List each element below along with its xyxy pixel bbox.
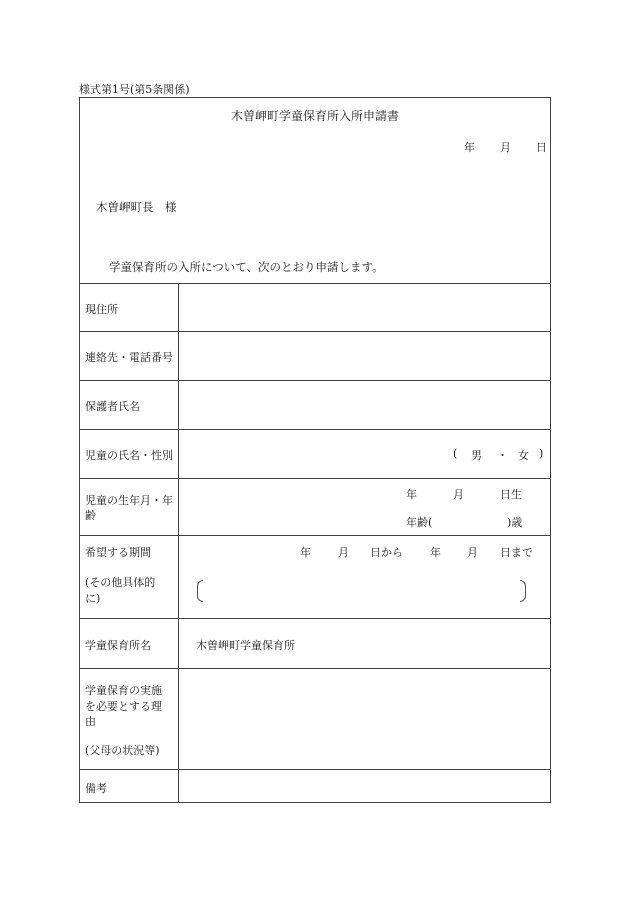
period-from-month[interactable]: 月: [338, 546, 349, 559]
facility-name: 木曽岬町学童保育所: [196, 639, 295, 652]
period-from-day[interactable]: 日から: [370, 546, 403, 559]
birth-label-line2: 齢: [85, 509, 96, 522]
period-to-day[interactable]: 日まで: [500, 546, 533, 559]
address-label: 現住所: [85, 303, 118, 316]
age-label: 年齢(: [406, 516, 433, 529]
row-divider: [79, 668, 551, 669]
remarks-field[interactable]: [180, 771, 548, 801]
period-label: 希望する期間: [85, 546, 151, 559]
facility-label: 学童保育所名: [85, 639, 151, 652]
period-sublabel-line1: (その他具体的: [85, 576, 156, 589]
gender-open-paren: (: [453, 447, 458, 460]
reason-field[interactable]: [180, 670, 548, 767]
guardian-field[interactable]: [180, 382, 548, 427]
date-year[interactable]: 年: [464, 141, 475, 154]
row-divider: [79, 478, 551, 479]
period-details-field[interactable]: [205, 580, 517, 600]
reason-label-line3: 由: [85, 715, 96, 728]
birth-label-line1: 児童の生年月・年: [85, 494, 173, 507]
birth-month[interactable]: 月: [453, 488, 464, 501]
age-unit: )歳: [507, 516, 523, 529]
row-divider: [79, 283, 551, 284]
application-statement: 学童保育所の入所について、次のとおり申請します。: [109, 260, 384, 274]
addressee: 木曽岬町長 様: [96, 200, 177, 214]
gender-male-option[interactable]: 男: [471, 449, 482, 462]
contact-field[interactable]: [180, 333, 548, 378]
details-bracket-left: [197, 580, 203, 602]
gender-separator: ・: [497, 449, 508, 462]
birth-day[interactable]: 日生: [500, 488, 522, 501]
reason-label-line2: を必要とする理: [85, 700, 162, 713]
period-to-month[interactable]: 月: [467, 546, 478, 559]
details-bracket-right: [520, 580, 526, 602]
row-divider: [79, 769, 551, 770]
reason-label-line4: (父母の状況等): [85, 744, 160, 757]
row-divider: [79, 331, 551, 332]
row-divider: [79, 429, 551, 430]
row-divider: [79, 380, 551, 381]
guardian-label: 保護者氏名: [85, 400, 140, 413]
child-name-label: 児童の氏名・性別: [85, 449, 173, 462]
age-field[interactable]: [440, 510, 502, 528]
birth-year[interactable]: 年: [406, 488, 417, 501]
date-day[interactable]: 日: [536, 141, 547, 154]
form-number: 様式第1号(第5条関係): [79, 83, 190, 96]
gender-female-option[interactable]: 女: [518, 449, 529, 462]
address-field[interactable]: [180, 285, 548, 330]
date-month[interactable]: 月: [500, 141, 511, 154]
period-to-year[interactable]: 年: [430, 546, 441, 559]
period-from-year[interactable]: 年: [300, 546, 311, 559]
remarks-label: 備考: [85, 782, 107, 795]
child-name-field[interactable]: [180, 431, 440, 476]
gender-close-paren: ): [539, 447, 544, 460]
contact-label: 連絡先・電話番号: [85, 351, 173, 364]
period-sublabel-line2: に): [85, 592, 101, 605]
form-title: 木曽岬町学童保育所入所申請書: [230, 109, 399, 123]
row-divider: [79, 535, 551, 536]
column-divider: [178, 283, 179, 803]
reason-label-line1: 学童保育の実施: [85, 684, 162, 697]
row-divider: [79, 618, 551, 619]
